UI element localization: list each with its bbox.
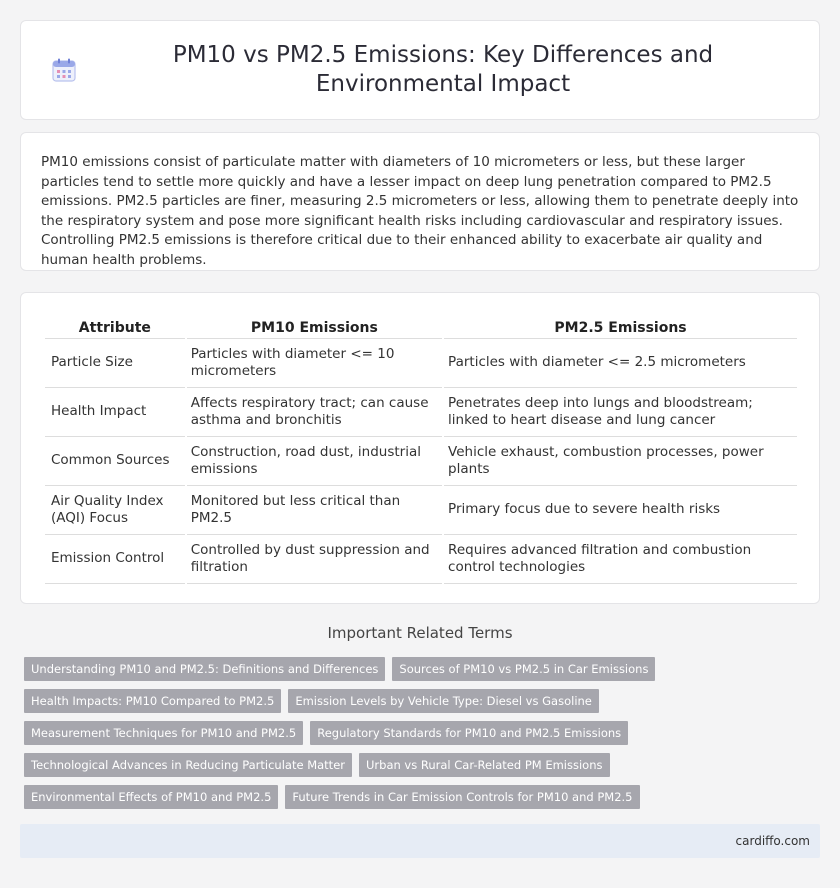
table-cell: Requires advanced filtration and combustion control technologies (444, 535, 797, 584)
comparison-table (43, 313, 799, 584)
tag-row (24, 657, 824, 681)
comparison-table-card (20, 292, 820, 604)
table-row (45, 535, 797, 584)
table-cell: Particle Size (45, 339, 185, 388)
table-cell: Particles with diameter <= 2.5 micrometers (444, 339, 797, 388)
table-cell: Air Quality Index (AQI) Focus (45, 486, 185, 535)
column-header: PM2.5 Emissions (444, 313, 797, 339)
table-cell: Penetrates deep into lungs and bloodstream; linked to heart disease and lung cancer (444, 388, 797, 437)
related-term-link[interactable]: Emission Levels by Vehicle Type: Diesel vs Gasoline (288, 689, 599, 713)
column-header: PM10 Emissions (187, 313, 442, 339)
related-term-link[interactable]: Understanding PM10 and PM2.5: Definitions and Differences (24, 657, 385, 681)
page-title: PM10 vs PM2.5 Emissions: Key Differences and Environmental Impact (172, 42, 714, 97)
footer-site-link[interactable]: cardiffo.com (735, 834, 810, 848)
tag-row (24, 689, 824, 713)
table-row (45, 388, 797, 437)
tag-row (24, 721, 824, 745)
table-row (45, 486, 797, 535)
table-cell: Emission Control (45, 535, 185, 584)
related-term-link[interactable]: Sources of PM10 vs PM2.5 in Car Emissions (392, 657, 655, 681)
related-term-link[interactable]: Urban vs Rural Car-Related PM Emissions (359, 753, 610, 777)
header-card (20, 20, 820, 120)
table-header-row (45, 313, 797, 339)
related-term-link[interactable]: Environmental Effects of PM10 and PM2.5 (24, 785, 278, 809)
related-term-link[interactable]: Health Impacts: PM10 Compared to PM2.5 (24, 689, 281, 713)
table-row (45, 437, 797, 486)
tag-row (24, 753, 824, 777)
table-row (45, 339, 797, 388)
related-terms-list (24, 657, 824, 817)
related-term-link[interactable]: Measurement Techniques for PM10 and PM2.5 (24, 721, 303, 745)
related-term-link[interactable]: Technological Advances in Reducing Particulate Matter (24, 753, 352, 777)
intro-card (20, 132, 820, 271)
table-cell: Monitored but less critical than PM2.5 (187, 486, 442, 535)
footer-bar (20, 824, 820, 858)
table-cell: Construction, road dust, industrial emissions (187, 437, 442, 486)
related-term-link[interactable]: Future Trends in Car Emission Controls for PM10 and PM2.5 (285, 785, 639, 809)
table-cell: Primary focus due to severe health risks (444, 486, 797, 535)
tag-row (24, 785, 824, 809)
table-cell: Particles with diameter <= 10 micrometers (187, 339, 442, 388)
table-cell: Vehicle exhaust, combustion processes, power plants (444, 437, 797, 486)
table-cell: Health Impact (45, 388, 185, 437)
table-cell: Affects respiratory tract; can cause asthma and bronchitis (187, 388, 442, 437)
column-header: Attribute (45, 313, 185, 339)
related-terms-heading: Important Related Terms (327, 624, 513, 642)
table-cell: Common Sources (45, 437, 185, 486)
intro-paragraph: PM10 emissions consist of particulate matter with diameters of 10 micrometers or less, but these larger particles tend to settle more quickly and have a lesser impact on deep lung penetration compared to PM2.5 emissions. PM2.5 particles are finer, measuring 2.5 micrometers or less, allowing them to penetrate deeply into the respiratory system and pose more significant health risks including cardiovascular and respiratory issues. Controlling PM2.5 emissions is therefore critical due to their enhanced ability to exacerbate air quality and human health problems. (41, 154, 799, 268)
related-term-link[interactable]: Regulatory Standards for PM10 and PM2.5 Emissions (310, 721, 628, 745)
table-cell: Controlled by dust suppression and filtration (187, 535, 442, 584)
calendar-grid-icon (51, 57, 77, 83)
